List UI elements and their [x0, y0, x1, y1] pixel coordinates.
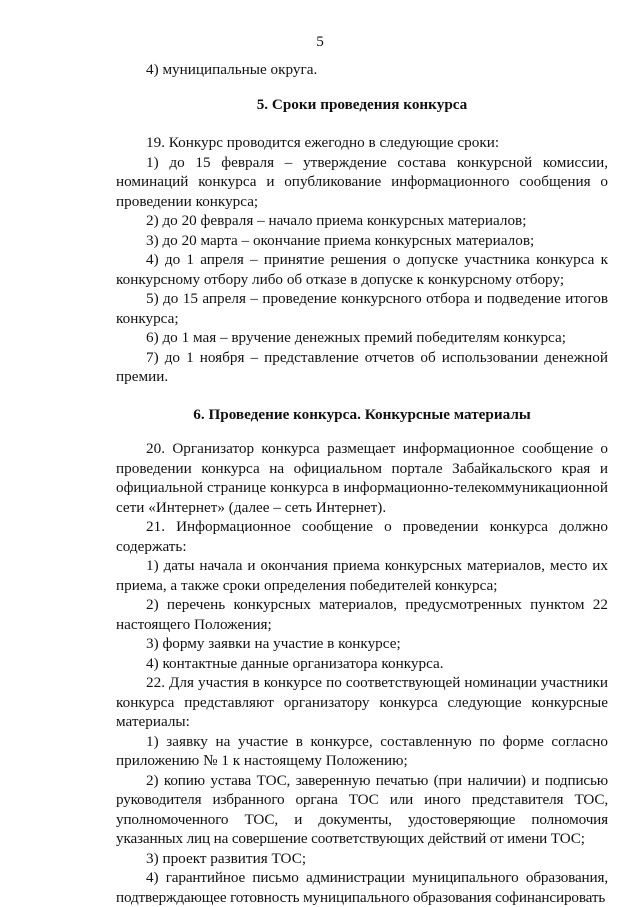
section-5-heading: 5. Сроки проведения конкурса [256, 95, 468, 113]
section-6-heading: 6. Проведение конкурса. Конкурсные материалы [193, 405, 531, 423]
page-number: 5 [316, 33, 324, 50]
intro-line: 4) муниципальные округа. [146, 61, 318, 78]
paragraph-19-item-1: 1) до 15 февраля – утверждение состава конкурсной комиссии, номинаций конкурса и опубликование информационного сообщения о проведении конкурса; [116, 153, 608, 210]
paragraph-21-item-4: 4) контактные данные организатора конкурса. [146, 654, 444, 672]
paragraph-20: 20. Организатор конкурса размещает информационное сообщение о проведении конкурса на официальном портале Забайкальского края и официальной странице конкурса в информационно-телекоммуникационной сети «Интернет» (далее – сеть Интернет). [116, 440, 608, 516]
paragraph-19-item-4: 4) до 1 апреля – принятие решения о допуске участника конкурса к конкурсному отбору либо об отказе в допуске к конкурсному отбору; [116, 251, 608, 288]
document-body [116, 60, 608, 907]
paragraph-21-item-3: 3) форму заявки на участие в конкурсе; [146, 635, 401, 652]
paragraph-22: 22. Для участия в конкурсе по соответствующей номинации участники конкурса представляют организатору конкурса следующие конкурсные материалы: [116, 674, 608, 730]
paragraph-22-item-4: 4) гарантийное письмо администрации муниципального образования, подтверждающее готовность муниципального образования софинансировать [116, 869, 608, 906]
paragraph-19-item-3: 3) до 20 марта – окончание приема конкурсных материалов; [146, 231, 535, 249]
paragraph-19-item-6: 6) до 1 мая – вручение денежных премий победителям конкурса; [146, 329, 566, 346]
paragraph-21-item-1: 1) даты начала и окончания приема конкурсных материалов, место их приема, а также сроки определения победителей конкурса; [116, 557, 608, 594]
paragraph-21: 21. Информационное сообщение о проведении конкурса должно содержать: [116, 518, 608, 555]
paragraph-22-item-2: 2) копию устава ТОС, заверенную печатью (при наличии) и подписью руководителя избранного органа ТОС или иного представителя ТОС, уполномоченного ТОС, и документы, удостоверяющие полномочия указанных лиц на совершение соответствующих действий от имени ТОС; [116, 771, 608, 847]
paragraph-19-item-5: 5) до 15 апреля – проведение конкурсного отбора и подведение итогов конкурса; [116, 290, 608, 327]
paragraph-22-item-3: 3) проект развития ТОС; [146, 849, 307, 867]
paragraph-19-item-2: 2) до 20 февраля – начало приема конкурсных материалов; [146, 212, 527, 229]
paragraph-21-item-2: 2) перечень конкурсных материалов, предусмотренных пунктом 22 настоящего Положения; [116, 596, 608, 633]
paragraph-22-item-1: 1) заявку на участие в конкурсе, составленную по форме согласно приложению № 1 к настоящему Положению; [116, 732, 608, 769]
paragraph-19-item-7: 7) до 1 ноября – представление отчетов об использовании денежной премии. [116, 348, 608, 385]
paragraph-19: 19. Конкурс проводится ежегодно в следующие сроки: [146, 134, 500, 151]
